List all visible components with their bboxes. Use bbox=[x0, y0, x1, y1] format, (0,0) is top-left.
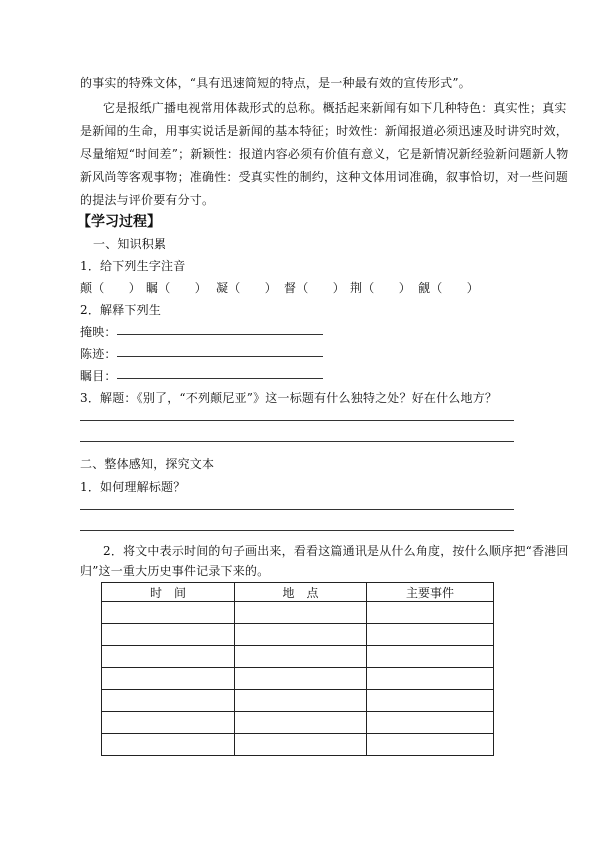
table-header-row bbox=[102, 583, 494, 602]
pinyin-item: 瞩（ ） bbox=[146, 281, 208, 295]
table-cell[interactable] bbox=[235, 602, 367, 624]
table-row bbox=[102, 690, 494, 712]
intro-line-4: 尽量缩短“时间差”；新颖性：报道内容必须有价值有意义，它是新情况新经验新问题新人物 bbox=[80, 147, 569, 161]
intro-line-2: 它是报纸广播电视常用体裁形式的总称。概括起来新闻有如下几种特色：真实性；真实 bbox=[103, 101, 567, 115]
column-header-time: 时 间 bbox=[102, 583, 235, 602]
intro-line-3: 是新闻的生命，用事实说话是新闻的基本特征；时效性：新闻报道必须迅速及时讲究时效， bbox=[80, 124, 569, 138]
table-cell[interactable] bbox=[102, 668, 235, 690]
pinyin-item: 督（ ） bbox=[284, 281, 346, 295]
intro-line-1: 的事实的特殊文体，“具有迅速简短的特点，是一种最有效的宣传形式”。 bbox=[80, 76, 471, 90]
pinyin-item: 凝（ ） bbox=[216, 281, 278, 295]
pinyin-row bbox=[80, 280, 479, 296]
part2-q1: 1．如何理解标题？ bbox=[80, 480, 186, 494]
part2-q2-line2: 归”这一重大历史事件记录下来的。 bbox=[80, 564, 270, 578]
table-row bbox=[102, 668, 494, 690]
table-cell[interactable] bbox=[367, 624, 494, 646]
table-row bbox=[102, 646, 494, 668]
pinyin-item: 颠（ ） bbox=[80, 281, 142, 295]
term-label: 陈迹： bbox=[80, 347, 117, 361]
part2-q2-line1: 2．将文中表示时间的句子画出来，看看这篇通讯是从什么角度，按什么顺序把“香港回 bbox=[103, 544, 569, 558]
table-cell[interactable] bbox=[102, 646, 235, 668]
answer-line[interactable] bbox=[117, 334, 323, 335]
table-cell[interactable] bbox=[235, 690, 367, 712]
section-heading: 【学习过程】 bbox=[77, 214, 161, 230]
answer-line[interactable] bbox=[80, 530, 514, 531]
table-cell[interactable] bbox=[367, 646, 494, 668]
answer-line[interactable] bbox=[80, 509, 514, 510]
table-cell[interactable] bbox=[367, 690, 494, 712]
table-cell[interactable] bbox=[235, 624, 367, 646]
table-cell[interactable] bbox=[235, 712, 367, 734]
pinyin-item: 荆（ ） bbox=[350, 281, 412, 295]
table-cell[interactable] bbox=[367, 668, 494, 690]
intro-line-6: 的提法与评价要有分寸。 bbox=[80, 193, 215, 207]
answer-line[interactable] bbox=[117, 356, 323, 357]
table-cell[interactable] bbox=[367, 712, 494, 734]
column-header-event: 主要事件 bbox=[367, 583, 494, 602]
table-cell[interactable] bbox=[367, 602, 494, 624]
table-row bbox=[102, 734, 494, 756]
term-label: 瞩目： bbox=[80, 369, 117, 383]
pinyin-item: 觎（ ） bbox=[418, 281, 480, 295]
table-cell[interactable] bbox=[102, 690, 235, 712]
answer-line[interactable] bbox=[117, 378, 323, 379]
table-cell[interactable] bbox=[367, 734, 494, 756]
table-row bbox=[102, 624, 494, 646]
table-cell[interactable] bbox=[102, 602, 235, 624]
table-cell[interactable] bbox=[235, 646, 367, 668]
column-header-place: 地 点 bbox=[235, 583, 367, 602]
events-table bbox=[101, 582, 494, 756]
table-row bbox=[102, 602, 494, 624]
part1-q2: 2．解释下列生 bbox=[80, 303, 162, 317]
table-cell[interactable] bbox=[102, 624, 235, 646]
table-row bbox=[102, 712, 494, 734]
part1-title: 一、知识积累 bbox=[93, 237, 167, 251]
table-cell[interactable] bbox=[102, 712, 235, 734]
part1-q3: 3．解题：《别了，“不列颠尼亚”》这一标题有什么独特之处？好在什么地方？ bbox=[80, 391, 498, 405]
answer-line[interactable] bbox=[80, 441, 514, 442]
table-cell[interactable] bbox=[235, 668, 367, 690]
table-cell[interactable] bbox=[235, 734, 367, 756]
intro-line-5: 新风尚等客观事物；准确性：受真实性的制约，这种文体用词准确，叙事恰切，对一些问题 bbox=[80, 170, 569, 184]
part2-title: 二、整体感知，探究文本 bbox=[80, 457, 215, 471]
answer-line[interactable] bbox=[80, 420, 514, 421]
term-label: 掩映： bbox=[80, 325, 117, 339]
part1-q1: 1．给下列生字注音 bbox=[80, 259, 186, 273]
table-cell[interactable] bbox=[102, 734, 235, 756]
